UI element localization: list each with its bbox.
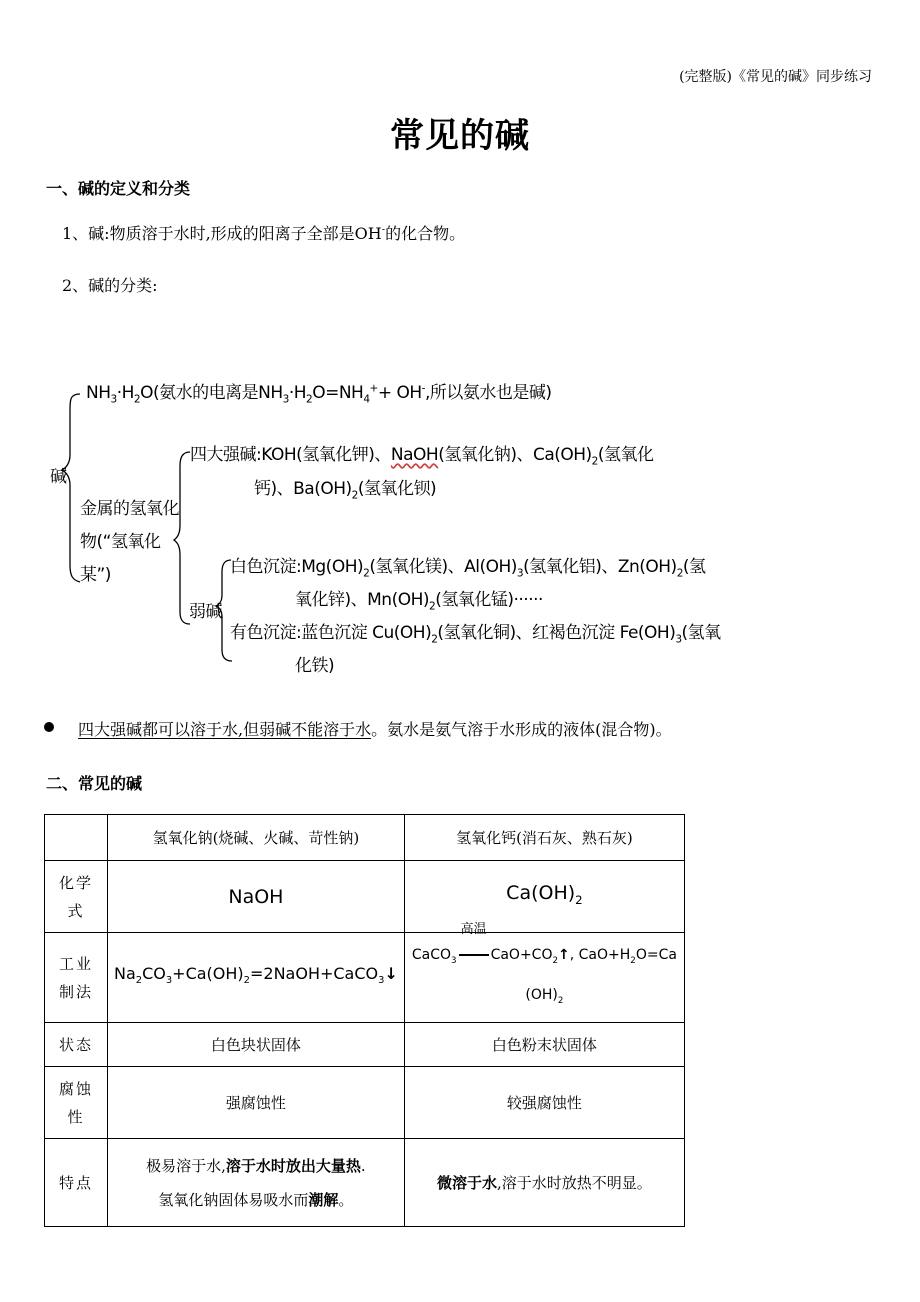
row-label-feature: 特点: [45, 1139, 108, 1227]
corrosion-caoh: 较强腐蚀性: [404, 1067, 684, 1139]
section-heading-2: 二、常见的碱: [46, 774, 143, 793]
tree-strong-line-2: 钙)、$Ba(OH)_2$(氢氧化钡): [254, 479, 437, 502]
tree-strong-line-1: 四大强碱:KOH(氢氧化钾)、NaOH(氢氧化钠)、$Ca(OH)_2$(氢氧化: [190, 445, 654, 468]
table-row: [45, 1067, 685, 1139]
tree-weak-label: 弱碱: [189, 602, 222, 622]
tree-metal-line-1: 金属的氢氧化: [80, 499, 179, 519]
table-corner-cell: [45, 815, 108, 861]
corrosion-naoh: 强腐蚀性: [108, 1067, 405, 1139]
tree-root-label: 碱: [50, 467, 67, 487]
row-label-industry: 工业制法: [45, 933, 108, 1023]
section-heading-1: 一、碱的定义和分类: [46, 179, 191, 198]
definition-text: 1、碱:物质溶于水时,形成的阳离子全部是OH-的化合物。: [62, 224, 466, 243]
tree-colored-line-2: 化铁): [295, 656, 335, 676]
industry-naoh: $Na_2CO_3+Ca(OH)_2=2NaOH+CaCO_3↓$: [108, 933, 405, 1023]
tree-white-line-2: 氧化锌)、$Mn(OH)_2$(氢氧化锰)······: [295, 590, 543, 613]
tree-colored-line-1: 有色沉淀:蓝色沉淀 $Cu(OH)_2$(氢氧化铜)、红褐色沉淀 $Fe(OH)_3$(氢氧: [230, 623, 721, 646]
bullet-text: 四大强碱都可以溶于水,但弱碱不能溶于水。氨水是氨气溶于水形成的液体(混合物)。: [78, 720, 672, 739]
table-row: [45, 933, 685, 1023]
formula-caoh: $Ca(OH)_2$: [404, 861, 684, 933]
state-caoh: 白色粉末状固体: [404, 1023, 684, 1067]
feature-caoh: 微溶于水,溶于水时放热不明显。: [404, 1139, 684, 1227]
state-naoh: 白色块状固体: [108, 1023, 405, 1067]
row-label-corrosion: 腐蚀性: [45, 1067, 108, 1139]
header-note: (完整版)《常见的碱》同步练习: [679, 69, 872, 85]
row-label-formula: 化学式: [45, 861, 108, 933]
table-row: [45, 861, 685, 933]
tree-white-line-1: 白色沉淀$:Mg(OH)_2$(氢氧化镁)、$Al(OH)_3$(氢氧化铝)、$Zn(OH)_2$(氢: [230, 557, 706, 580]
table-row: [45, 815, 685, 861]
base-properties-table: [44, 814, 685, 1227]
table-header-naoh: 氢氧化钠(烧碱、火碱、苛性钠): [108, 815, 405, 861]
classification-label: 2、碱的分类:: [62, 276, 158, 295]
tree-metal-line-3: 某”): [80, 565, 111, 585]
feature-naoh: 极易溶于水,溶于水时放出大量热. 氢氧化钠固体易吸水而潮解。: [108, 1139, 405, 1227]
metal-brace: [174, 452, 190, 624]
bullet-icon: [44, 722, 54, 732]
reaction-condition: 高温: [457, 938, 491, 972]
table-row: [45, 1023, 685, 1067]
formula-naoh: NaOH: [108, 861, 405, 933]
industry-caoh: CaCO$_3$ 高温 $CaO+CO_2↑$, $CaO+H_2O=Ca$ $(OH)_2$: [404, 933, 684, 1023]
table-row: [45, 1139, 685, 1227]
table-header-caoh: 氢氧化钙(消石灰、熟石灰): [404, 815, 684, 861]
root-brace: [62, 394, 80, 582]
tree-metal-line-2: 物(“氢氧化: [80, 532, 161, 552]
tree-nh3-line: $NH_3\cdot H_2O$(氨水的电离是$NH_3\cdot H_2O=NH_4^++ OH^-$,所以氨水也是碱): [86, 382, 552, 406]
row-label-state: 状态: [45, 1023, 108, 1067]
page-title: 常见的碱: [390, 116, 530, 156]
